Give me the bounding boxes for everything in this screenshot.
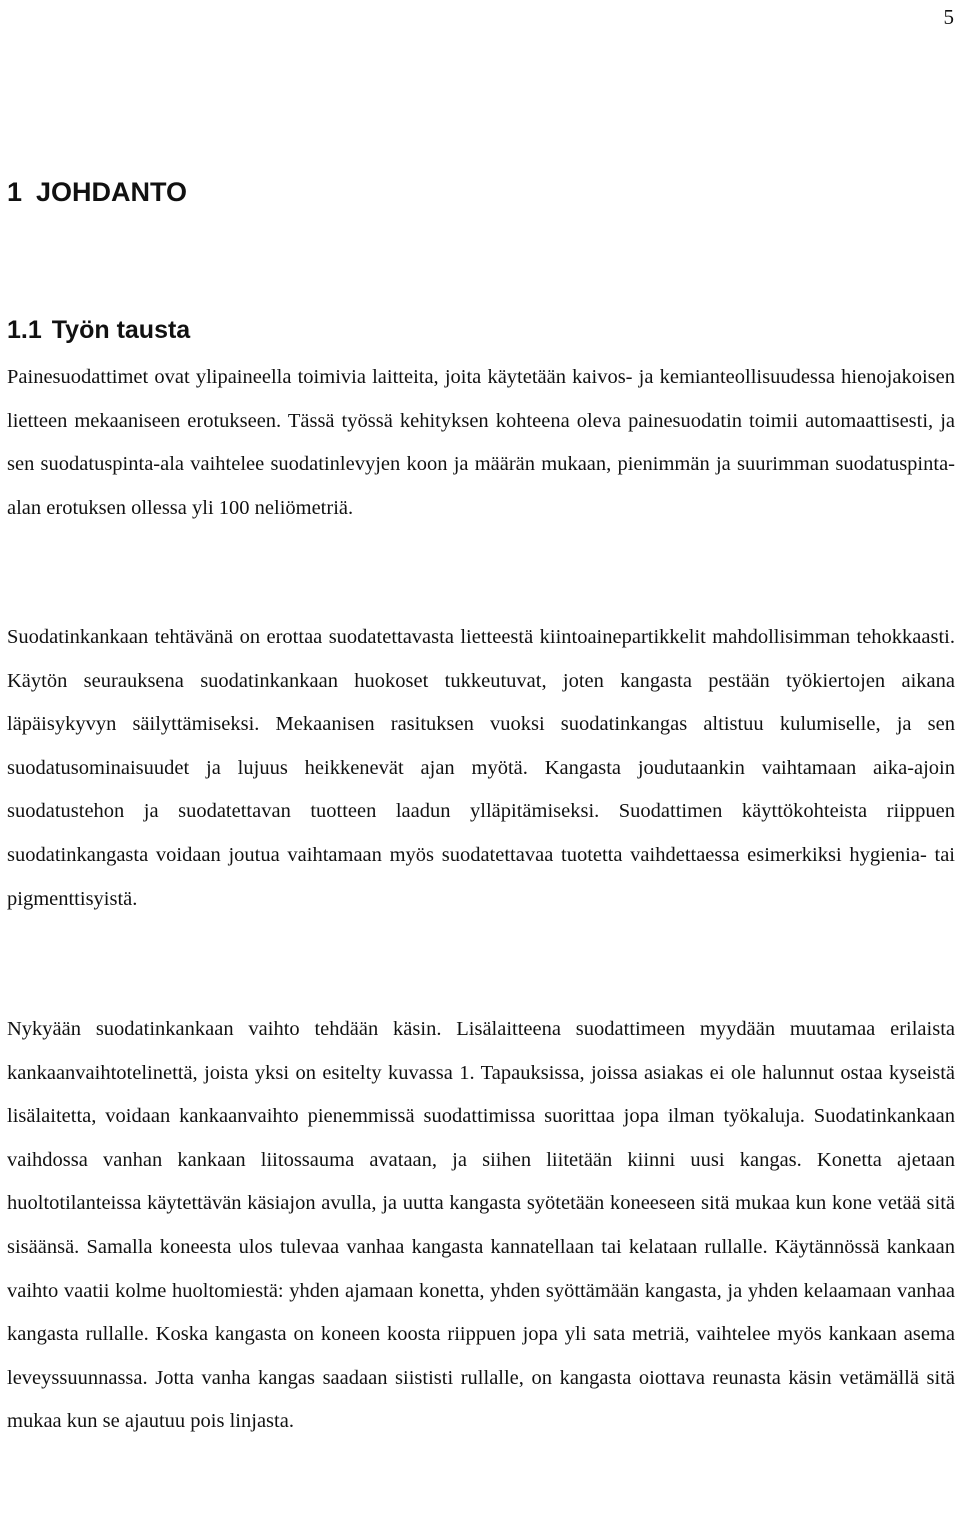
section-title-text: Työn tausta xyxy=(51,316,191,344)
paragraph-cloth-change: Nykyään suodatinkankaan vaihto tehdään käsin. Lisälaitteena suodattimeen myydään muutamaa erilaista kankaanvaihtotelinettä, joista yksi on esitelty kuvassa 1. Tapauksissa, joissa asiakas ei ole halunnut ostaa kyseistä lisälaitetta, voidaan kankaanvaihto pienemmissä suodattimissa suorittaa jopa ilman työkaluja. Suodatinkankaan vaihdossa vanhan kankaan liitossauma avataan, ja siihen liitetään kiinni uusi kangas. Konetta ajetaan huoltotilanteissa käytettävän käsiajon avulla, ja uutta kangasta syötetään koneeseen sitä mukaa kun kone vetää sitä sisäänsä. Samalla koneesta ulos tulevaa vanhaa kangasta kannatellaan tai kelataan rullalle. Käytännössä kankaan vaihto vaatii kolme huoltomiestä: yhden ajamaan konetta, yhden syöttämään kangasta, ja yhden kelaamaan vanhaa kangasta rullalle. Koska kangasta on koneen koosta riippuen jopa yli sata metriä, vaihtelee myös kankaan asema leveyssuunnassa. Jotta vanha kangas saadaan siististi rullalle, on kangasta oiottava reunasta käsin vetämällä sitä mukaa kun se ajautuu pois linjasta. xyxy=(7,1018,955,1433)
chapter-title xyxy=(7,172,187,212)
section-number: 1.1 xyxy=(7,316,42,344)
section-title xyxy=(7,310,190,350)
page-number: 5 xyxy=(943,5,954,29)
chapter-title-text: JOHDANTO xyxy=(36,177,188,207)
chapter-number: 1 xyxy=(7,177,23,207)
paragraph-intro: Painesuodattimet ovat ylipaineella toimivia laitteita, joita käytetään kaivos- ja kemianteollisuudessa hienojakoisen lietteen mekaaniseen erotukseen. Tässä työssä kehityksen kohteena oleva painesuodatin toimii automaattisesti, ja sen suodatuspinta-ala vaihtelee suodatinlevyjen koon ja määrän mukaan, pienimmän ja suurimman suodatuspinta-alan erotuksen ollessa yli 100 neliömetriä. xyxy=(7,366,955,519)
paragraph-filter-cloth: Suodatinkankaan tehtävänä on erottaa suodatettavasta lietteestä kiintoainepartikkelit mahdollisimman tehokkaasti. Käytön seurauksena suodatinkankaan huokoset tukkeutuvat, joten kangasta pestään työkiertojen aikana läpäisykyvyn säilyttämiseksi. Mekaanisen rasituksen vuoksi suodatinkangas altistuu kulumiselle, ja sen suodatusominaisuudet ja lujuus heikkenevät ajan myötä. Kangasta joudutaankin vaihtamaan aika-ajoin suodatustehon ja suodatettavan tuotteen laadun ylläpitämiseksi. Suodattimen käyttökohteista riippuen suodatinkangasta voidaan joutua vaihtamaan myös suodatettavaa tuotetta vaihdettaessa esimerkiksi hygienia- tai pigmenttisyistä. xyxy=(7,626,955,910)
